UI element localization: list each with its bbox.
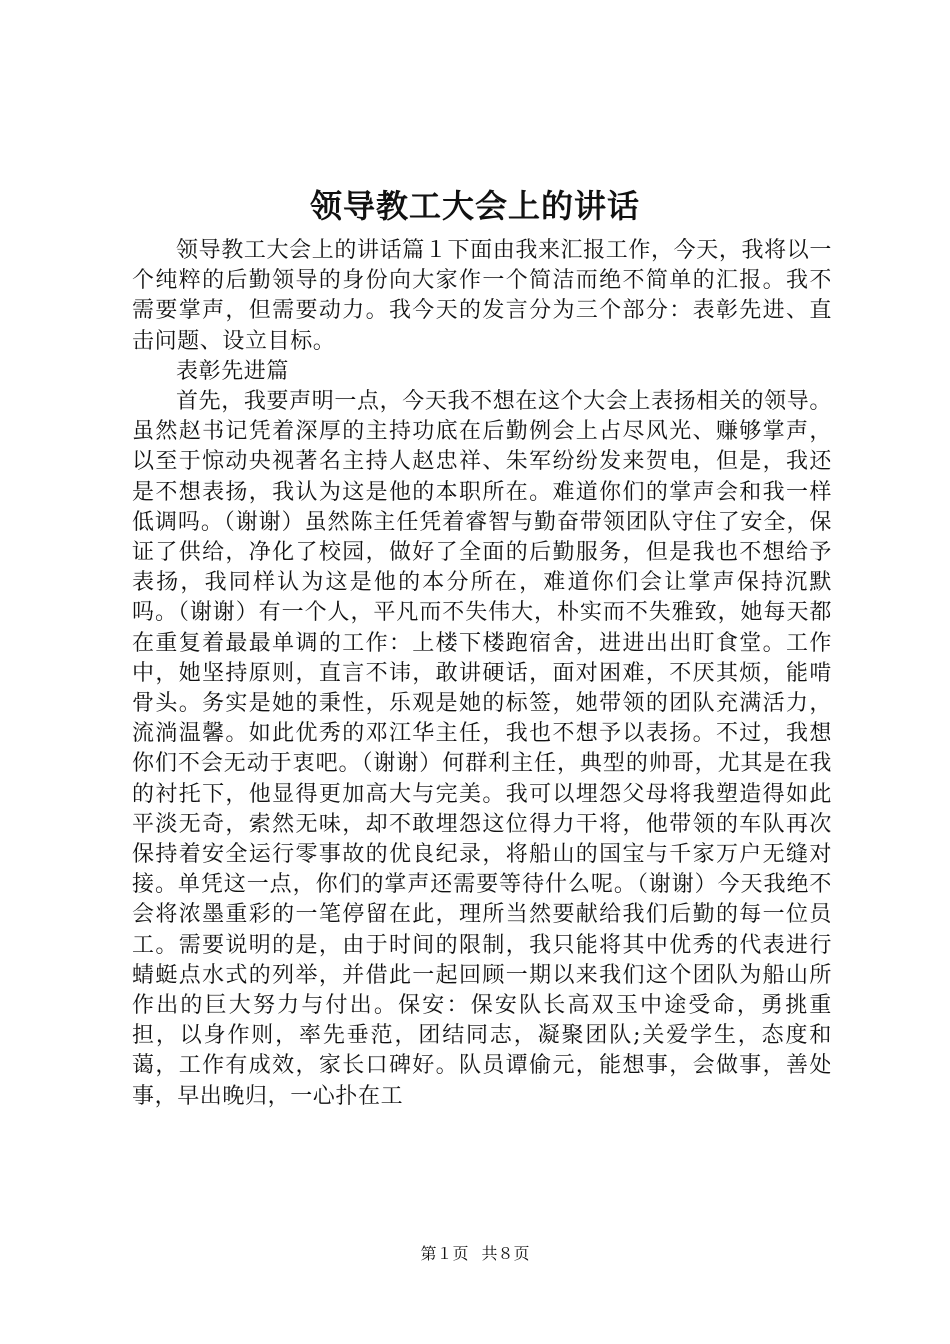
document-body (132, 236, 832, 1112)
page-number-current: 第１页 (420, 1244, 469, 1263)
page-number-total: 共８页 (481, 1244, 530, 1263)
paragraph-main: 首先，我要声明一点，今天我不想在这个大会上表扬相关的领导。虽然赵书记凭着深厚的主持功底在后勤例会上占尽风光、赚够掌声，以至于惊动央视著名主持人赵忠祥、朱军纷纷发来贺电，但是，我还是不想表扬，我认为这是他的本职所在。难道你们的掌声会和我一样低调吗。（谢谢）虽然陈主任凭着睿智与勤奋带领团队守住了安全，保证了供给，净化了校园，做好了全面的后勤服务，但是我也不想给予表扬，我同样认为这是他的本分所在，难道你们会让掌声保持沉默吗。（谢谢）有一个人，平凡而不失伟大，朴实而不失雅致，她每天都在重复着最最单调的工作：上楼下楼跑宿舍，进进出出盯食堂。工作中，她坚持原则，直言不讳，敢讲硬话，面对困难，不厌其烦，能啃骨头。务实是她的秉性，乐观是她的标签，她带领的团队充满活力，流淌温馨。如此优秀的邓江华主任，我也不想予以表扬。不过，我想你们不会无动于衷吧。（谢谢）何群利主任，典型的帅哥，尤其是在我的衬托下，他显得更加高大与完美。我可以埋怨父母将我塑造得如此平淡无奇，索然无味，却不敢埋怨这位得力干将，他带领的车队再次保持着安全运行零事故的优良纪录，将船山的国宝与千家万户无缝对接。单凭这一点，你们的掌声还需要等待什么呢。（谢谢）今天我绝不会将浓墨重彩的一笔停留在此，理所当然要献给我们后勤的每一位员工。需要说明的是，由于时间的限制，我只能将其中优秀的代表进行蜻蜓点水式的列举，并借此一起回顾一期以来我们这个团队为船山所作出的巨大努力与付出。保安：保安队长高双玉中途受命，勇挑重担，以身作则，率先垂范，团结同志，凝聚团队;关爱学生，态度和蔼，工作有成效，家长口碑好。队员谭偷元，能想事，会做事，善处事，早出晚归，一心扑在工 (132, 389, 832, 1109)
paragraph-section-heading: 表彰先进篇 (176, 358, 290, 384)
paragraph-intro: 领导教工大会上的讲话篇１下面由我来汇报工作，今天，我将以一个纯粹的后勤领导的身份向大家作一个简洁而绝不简单的汇报。我不需要掌声，但需要动力。我今天的发言分为三个部分：表彰先进、直击问题、设立目标。 (132, 238, 832, 354)
page-footer (0, 1243, 950, 1265)
document-title: 领导教工大会上的讲话 (309, 187, 640, 225)
